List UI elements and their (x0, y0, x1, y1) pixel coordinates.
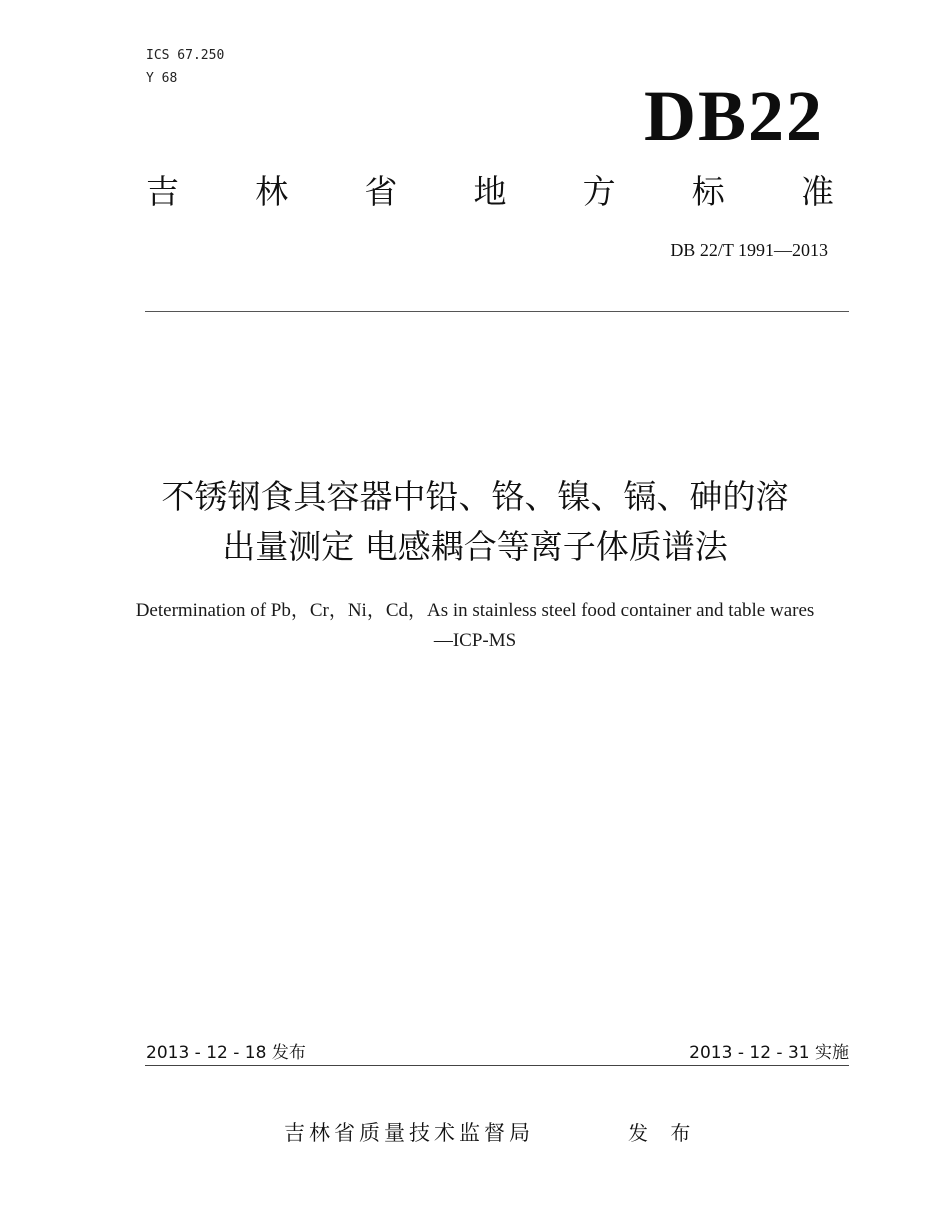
standard-type-char: 准 (800, 172, 834, 211)
standard-type-char: 吉 (146, 172, 179, 211)
db22-logo: DB22 (643, 76, 824, 156)
ccs-code: Y 68 (146, 71, 178, 86)
english-title (0, 596, 950, 656)
chinese-title (0, 472, 950, 572)
issue-label: 发 布 (628, 1121, 699, 1145)
chinese-title-line-1: 不锈钢食具容器中铅、铬、镍、镉、砷的溶 (161, 477, 789, 516)
implement-date: 2013 - 12 - 31 实施 (689, 1043, 849, 1063)
issuing-authority: 吉林省质量技术监督局 (284, 1121, 534, 1145)
standard-type-char: 方 (582, 172, 616, 211)
publish-date: 2013 - 12 - 18 发布 (146, 1043, 306, 1063)
classification-codes (146, 44, 224, 90)
standard-type-char: 地 (473, 172, 507, 211)
chinese-title-line-2: 出量测定 电感耦合等离子体质谱法 (222, 527, 728, 566)
standard-type-title (146, 170, 834, 214)
footer-divider (145, 1065, 849, 1066)
header-divider (145, 311, 849, 312)
standard-type-char: 林 (255, 172, 289, 211)
english-title-line-1: Determination of Pb，Cr，Ni，Cd，As in stainless steel food container and table wares (135, 600, 815, 621)
standard-type-char: 省 (364, 172, 398, 211)
english-title-line-2: —ICP-MS (433, 630, 517, 651)
ics-code: ICS 67.250 (146, 48, 225, 63)
standard-code: DB 22/T 1991—2013 (670, 240, 828, 260)
standard-type-char: 标 (691, 172, 725, 211)
